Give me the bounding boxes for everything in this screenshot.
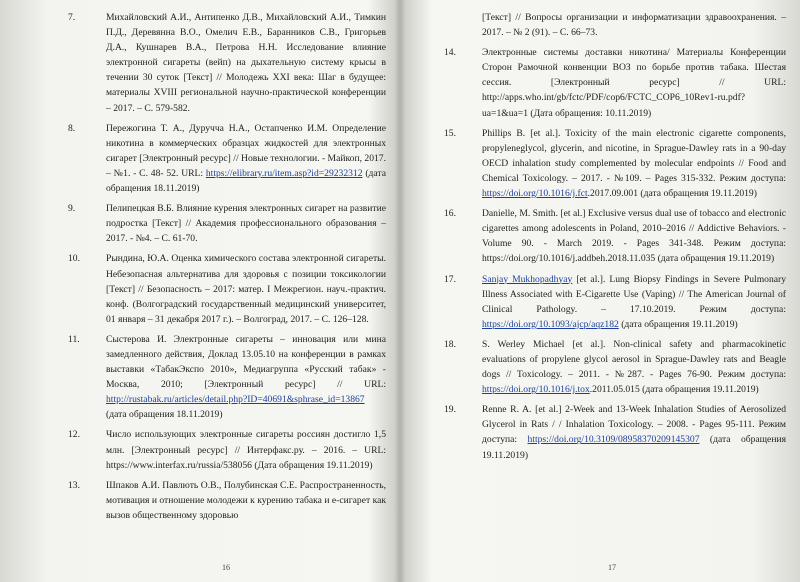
reference-number: 18. [444, 338, 456, 350]
reference-text: S. Werley Michael [et al.]. Non-clinical safety and pharmacokinetic evaluations of propylene glycol aerosol in Sprague-Dawley rats and Beagle dogs // Toxicology. – 2011. - №287. - Pages 76-90. Режим доступа: [482, 338, 786, 381]
reference-text: Шпаков А.И. Павлють О.В., Полубинская С.Е. Распространенность, мотивация и отношение молодежи к курению табака и е-сигарет как вызов общественному здоровью [106, 479, 386, 521]
reference-access-date: .2017.09.001 (дата обращения 19.11.2019) [587, 188, 757, 200]
reference-text: Сыстерова И. Электронные сигареты – инновация или мина замедленного действия, Доклад 13.05.10 на конференции в рамках выставки «ТабакЭкспо 2010», Медиагруппа «Русский табак» - Москва, 2010; [Электронный ресурс] // URL: [106, 333, 386, 391]
reference-number: 17. [444, 273, 456, 285]
reference-number: 9. [68, 203, 76, 215]
reference-item [62, 251, 386, 326]
reference-access-date: (дата обращения 19.11.2019) [618, 318, 738, 330]
reference-item [62, 478, 386, 523]
reference-item [62, 332, 386, 423]
reference-text: Renne R. A. [et al.] 2-Week and 13-Week Inhalation Studies of Aerosolized Glycerol in Rats / / Inhalation Toxicology. – 2008. - Pages 95-111. Режим доступа: [482, 404, 786, 446]
reference-item [62, 121, 386, 196]
reference-link[interactable]: https://doi.org/10.1093/ajcp/aqz182 [482, 318, 619, 330]
page-number: 17 [608, 563, 616, 572]
reference-item [420, 402, 786, 462]
reference-number: 7. [68, 12, 76, 23]
reference-number: 13. [68, 479, 80, 491]
reference-text: Рындина, Ю.А. Оценка химического состава электронной сигареты. Небезопасная альтернатива для здоровья с позиции токсикологии [Текст] // Безопасность – 2017: матер. I Межрегион. науч.-практич. конф. (Волгоградский государственный медицинский университет, 01 января – 31 декабря 2017 г.). – Волгоград, 2017. – С. 126–128. [106, 253, 386, 325]
reference-link[interactable]: https://doi.org/10.1016/j.tox [482, 384, 590, 396]
author-link[interactable]: Sanjay Mukhopadhyay [482, 273, 573, 285]
reference-text: Число использующих электронные сигареты россиян достигло 1,5 млн. [Электронный ресурс] // Интерфакс.ру. – 2016. – URL: https://www.interfax.ru/russia/538056 (Дата обращения 19.11.2019) [106, 429, 386, 471]
reference-item [62, 427, 386, 472]
reference-item [420, 126, 786, 201]
reference-item [420, 206, 786, 266]
reference-list-left [62, 10, 386, 523]
reference-link[interactable]: https://elibrary.ru/item.asp?id=29232312 [205, 167, 363, 179]
reference-item [420, 272, 786, 332]
reference-number: 19. [444, 404, 456, 416]
reference-access-date: .2011.05.015 (дата обращения 19.11.2019) [589, 384, 759, 396]
page-number: 16 [222, 563, 230, 572]
reference-link[interactable]: https://doi.org/10.1016/j.fct [482, 188, 588, 200]
reference-text: Электронные системы доставки никотина/ Материалы Конференции Сторон Рамочной конвенции ВОЗ по борьбе против табака. Шестая сессия. [Электронный ресурс] // URL: http://apps.who.int/gb/fctc/PDF/cop6/FCTC_COP6_10Rev1-ru.pdf?ua=1&ua=1 (Дата обращения: 10.11.2019) [482, 47, 786, 119]
reference-access-date: (дата обращения 18.11.2019) [106, 167, 386, 195]
reference-continuation: [Текст] // Вопросы организации и информатизации здравоохранения. – 2017. – № 2 (91). – С. 66–73. [482, 12, 786, 39]
reference-item [62, 201, 386, 246]
reference-number: 14. [444, 47, 456, 59]
reference-item [62, 10, 386, 116]
reference-number: 8. [68, 122, 76, 134]
reference-number: 12. [68, 429, 80, 441]
reference-link[interactable]: http://rustabak.ru/articles/detail.php?ID=40691&sphrase_id=13867 [106, 394, 365, 406]
reference-item [420, 45, 786, 120]
reference-text: [et al.]. Lung Biopsy Findings in Severe Pulmonary Illness Associated with E-Cigarette Use (Vaping) // The American Journal of Clinical Pathology. – 17.10.2019. Режим доступа: [482, 273, 786, 315]
reference-list-right [420, 45, 786, 462]
reference-text: Phillips B. [et al.]. Toxicity of the main electronic cigarette components, propyleneglycol, glycerin, and nicotine, in Sprague-Dawley rats in a 90-day OECD inhalation study complemented by molecular endpoints // Food and Chemical Toxicology. – 2017. - №109. – Pages 315-332. Режим доступа: [482, 127, 786, 184]
reference-item [420, 337, 786, 397]
reference-number: 10. [68, 253, 80, 265]
reference-text: Пережогина Т. А., Дуручча Н.А., Остапченко И.М. Определение никотина в коммерческих образцах жидкостей для электронных сигарет [Электронный ресурс] // Новые технологии. - Майкоп, 2017. – №1. - С. 48- 52. URL: [106, 122, 386, 179]
reference-number: 11. [68, 333, 80, 345]
reference-text: Danielle, M. Smith. [et al.] Exclusive versus dual use of tobacco and electronic cigarettes among adolescents in Poland, 2010–2016 // Addictive Behaviors. - Volume 90. - March 2019. - Pages 341-348. Режим доступа: https://doi.org/10.1016/j.addbeh.2018.11.035 (дата обращения 19.11.2019) [482, 208, 786, 265]
reference-text: Михайловский А.И., Антипенко Д.В., Михайловский А.И., Тимкин П.Д., Деревянна В.О., Омелич Е.В., Баранников С.В., Григорьев Д.А., Кушнарев В.А., Петрова Н.Н. Исследование влияние электронной сигареты (вейп) на дыхательную систему крысы в течении 30 суток [Текст] // Молодежь XXI века: Шаг в будущее: материалы XVIII региональной научно-практической конференции – 2017. – С. 579-582. [106, 12, 386, 114]
right-page [400, 0, 800, 582]
reference-number: 15. [444, 127, 456, 139]
reference-text: Пелипецкая В.Б. Влияние курения электронных сигарет на развитие подростка [Текст] // Академия профессионального образования – 2017. - №4. – С. 61-70. [106, 203, 386, 245]
reference-access-date: (дата обращения 19.11.2019) [482, 434, 786, 461]
reference-link[interactable]: https://doi.org/10.3109/08958370209145307 [527, 434, 700, 446]
reference-access-date: (дата обращения 18.11.2019) [106, 409, 223, 421]
reference-number: 16. [444, 208, 456, 220]
